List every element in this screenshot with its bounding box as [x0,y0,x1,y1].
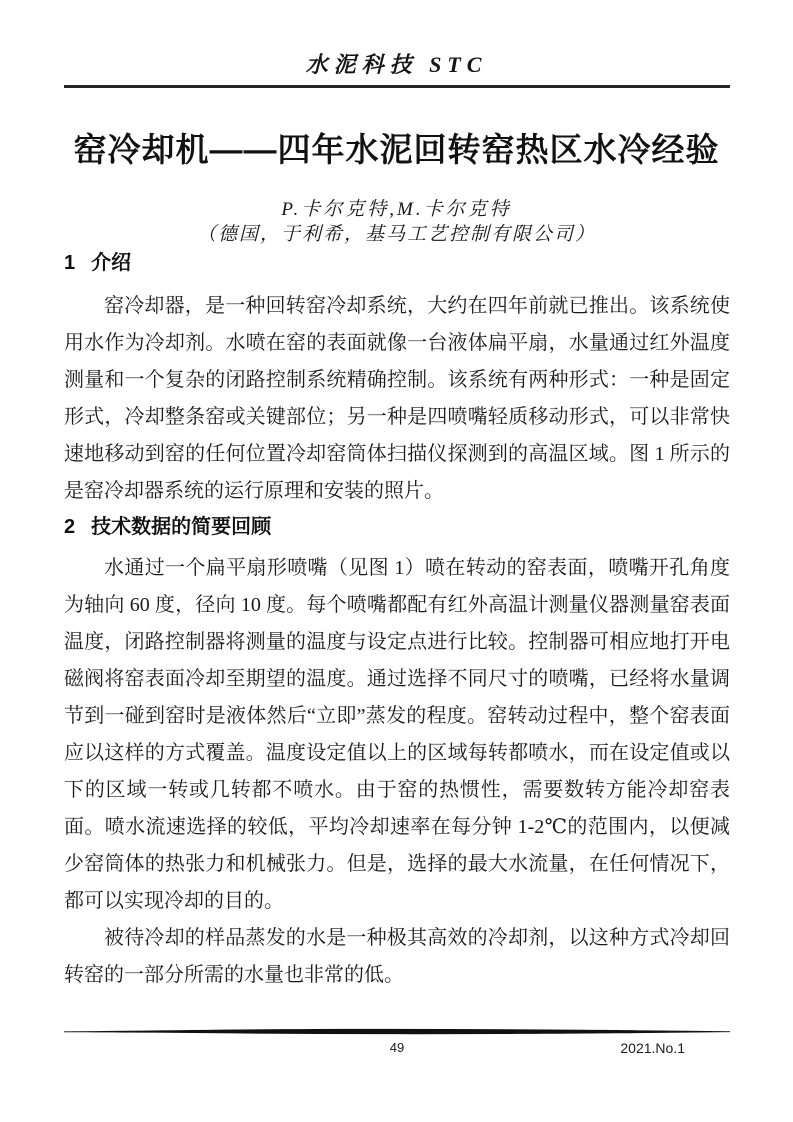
journal-header-title: 水泥科技 STC [305,52,488,77]
section-2-number: 2 [64,516,76,538]
section-2-paragraph-1: 水通过一个扁平扇形喷嘴（见图 1）喷在转动的窑表面，喷嘴开孔角度为轴向 60 度，径向 10 度。每个喷嘴都配有红外高温计测量仪器测量窑表面温度，闭路控制器将测量的温度与设定点进行比较。控制器可相应地打开电磁阀将窑表面冷却至期望的温度。通过选择不同尺寸的喷嘴，已经将水量调节到一碰到窑时是液体然后“立即”蒸发的程度。窑转动过程中，整个窑表面应以这样的方式覆盖。温度设定值以上的区域每转都喷水，而在设定值或以下的区域一转或几转都不喷水。由于窑的热惯性，需要数转方能冷却窑表面。喷水流速选择的较低，平均冷却速率在每分钟 1-2℃的范围内，以便减少窑筒体的热张力和机械张力。但是，选择的最大水流量，在任何情况下，都可以实现冷却的目的。 [64,557,730,912]
section-1-number: 1 [64,252,76,274]
section-1-paragraph: 窑冷却器，是一种回转窑冷却系统，大约在四年前就已推出。该系统使用水作为冷却剂。水喷在窑的表面就像一台液体扁平扇，水量通过红外温度测量和一个复杂的闭路控制系统精确控制。该系统有两种形式：一种是固定形式，冷却整条窑或关键部位；另一种是四喷嘴轻质移动形式，可以非常快速地移动到窑的任何位置冷却窑筒体扫描仪探测到的高温区域。图 1 所示的是窑冷却器系统的运行原理和安装的照片。 [64,295,730,502]
footer-decorative-rule [64,1028,730,1036]
section-1-title: 介绍 [91,252,132,274]
article-body [64,250,730,994]
section-2-heading [64,514,730,540]
footer-row [64,1040,730,1058]
header-rule [64,85,730,88]
page-footer [64,1028,730,1058]
section-2-title: 技术数据的简要回顾 [91,516,272,538]
page-number: 49 [389,1040,405,1055]
article-title: 窑冷却机——四年水泥回转窑热区水冷经验 [73,131,720,168]
section-2-paragraph-2: 被待冷却的样品蒸发的水是一种极其高效的冷却剂，以这种方式冷却回转窑的一部分所需的水量也非常的低。 [64,927,730,986]
section-1-heading [64,250,730,276]
authors-line: P.卡尔克特,M.卡尔克特 [281,199,512,220]
issue-number: 2021.No.1 [620,1040,685,1056]
affiliation-line: （德国，于利希，基马工艺控制有限公司） [196,224,596,245]
